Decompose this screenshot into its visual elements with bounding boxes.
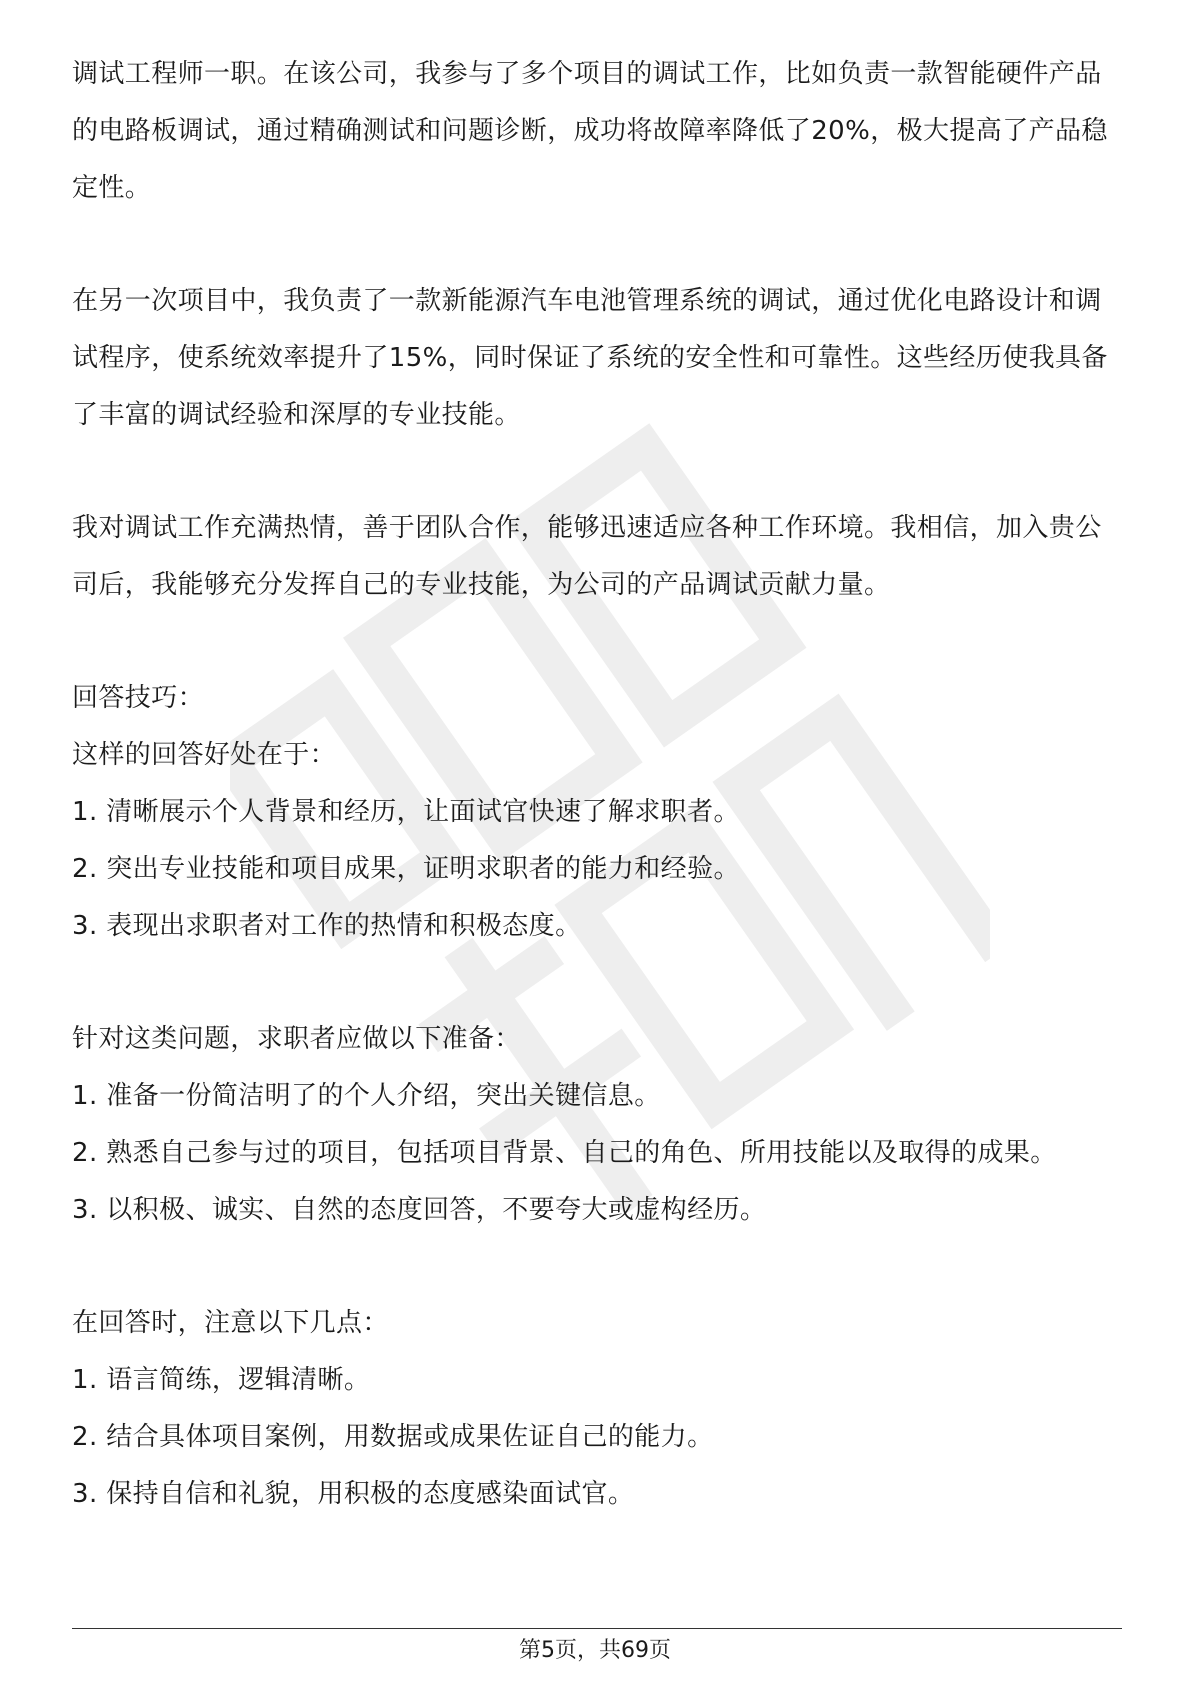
list-item: 2. 熟悉自己参与过的项目，包括项目背景、自己的角色、所用技能以及取得的成果。	[72, 1138, 1057, 1168]
list-item: 1. 清晰展示个人背景和经历，让面试官快速了解求职者。	[72, 797, 740, 827]
list-item: 2. 突出专业技能和项目成果，证明求职者的能力和经验。	[72, 854, 740, 884]
paragraph-project: 在另一次项目中，我负责了一款新能源汽车电池管理系统的调试，通过优化电路设计和调试程序，使系统效率提升了15%，同时保证了系统的安全性和可靠性。这些经历使我具备了丰富的调试经验和深厚的专业技能。	[72, 286, 1108, 430]
prep-intro: 针对这类问题，求职者应做以下准备：	[72, 1024, 521, 1054]
tips-heading: 回答技巧：	[72, 683, 205, 713]
page-number: 第5页，共69页	[519, 1638, 671, 1663]
list-item: 2. 结合具体项目案例，用数据或成果佐证自己的能力。	[72, 1422, 714, 1452]
list-item: 3. 表现出求职者对工作的热情和积极态度。	[72, 911, 582, 941]
paragraph-passion: 我对调试工作充满热情，善于团队合作，能够迅速适应各种工作环境。我相信，加入贵公司后，我能够充分发挥自己的专业技能，为公司的产品调试贡献力量。	[72, 513, 1102, 600]
notes-intro: 在回答时，注意以下几点：	[72, 1308, 389, 1338]
notes-section	[72, 1295, 1122, 1523]
tips-section	[72, 670, 1122, 955]
document-body	[72, 46, 1122, 1579]
list-item: 1. 语言简练，逻辑清晰。	[72, 1365, 371, 1395]
tips-intro: 这样的回答好处在于：	[72, 740, 337, 770]
paragraph-experience: 调试工程师一职。在该公司，我参与了多个项目的调试工作，比如负责一款智能硬件产品的电路板调试，通过精确测试和问题诊断，成功将故障率降低了20%，极大提高了产品稳定性。	[72, 59, 1108, 203]
list-item: 3. 保持自信和礼貌，用积极的态度感染面试官。	[72, 1479, 635, 1509]
prep-section	[72, 1011, 1122, 1239]
list-item: 1. 准备一份简洁明了的个人介绍，突出关键信息。	[72, 1081, 661, 1111]
footer-divider	[72, 1628, 1122, 1629]
list-item: 3. 以积极、诚实、自然的态度回答，不要夸大或虚构经历。	[72, 1195, 767, 1225]
